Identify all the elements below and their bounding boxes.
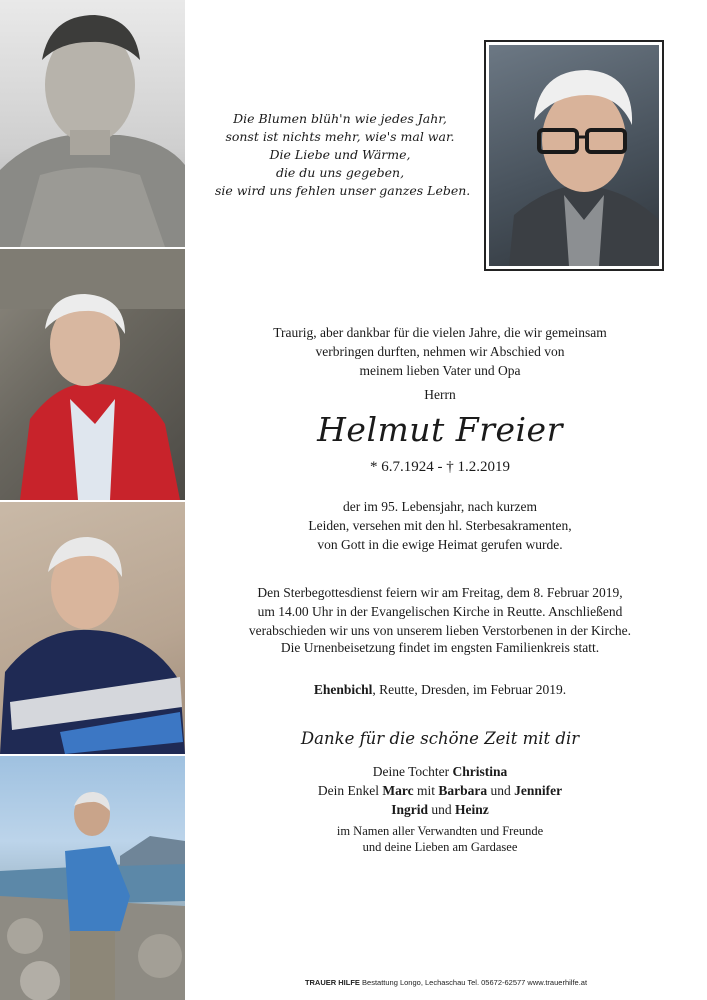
poem-line: Die Blumen blüh'n wie jedes Jahr,	[233, 111, 447, 126]
notice-line: der im 95. Lebensjahr, nach kurzem	[342, 499, 537, 514]
service-line: verabschieden wir uns von unserem lieben Verstorbenen in der Kirche.	[248, 623, 632, 638]
footer-contact: Bestattung Longo, Lechaschau Tel. 05672-62577 www.trauerhilfe.at	[359, 978, 588, 987]
poem-line: Die Liebe und Wärme,	[269, 147, 411, 162]
family-text: Dein Enkel	[317, 783, 383, 798]
portrait-frame	[484, 40, 664, 271]
family-line	[225, 781, 655, 800]
family-member-name: Barbara	[438, 783, 488, 798]
death-notice-text	[225, 497, 655, 554]
intro-text	[225, 323, 655, 380]
family-line	[225, 762, 655, 781]
notice-line: Leiden, versehen mit den hl. Sterbesakramenten,	[308, 518, 572, 533]
family-member-name: Heinz	[455, 802, 489, 817]
thanks-heading: Danke für die schöne Zeit mit dir	[300, 729, 580, 748]
poem-line: die du uns gegeben,	[275, 165, 405, 180]
intro-line: meinem lieben Vater und Opa	[359, 363, 521, 378]
photo-striped-sweater	[0, 502, 185, 754]
place-date	[225, 680, 655, 699]
photo-lakeside	[0, 756, 185, 1000]
family-text: Deine Tochter	[372, 764, 453, 779]
relatives-text	[225, 823, 655, 855]
poem	[215, 110, 471, 200]
family-text: und	[428, 802, 455, 817]
urn-burial-text: Die Urnenbeisetzung findet im engsten Familienkreis statt.	[280, 640, 600, 655]
intro-line: Traurig, aber dankbar für die vielen Jahre, die wir gemeinsam	[273, 325, 607, 340]
footer	[185, 978, 707, 988]
place-bold: Ehenbichl	[313, 682, 373, 697]
service-line: Den Sterbegottesdienst feiern wir am Freitag, dem 8. Februar 2019,	[257, 585, 623, 600]
footer-brand: TRAUER HILFE	[304, 978, 360, 987]
intro-line: verbringen durften, nehmen wir Abschied von	[315, 344, 565, 359]
relatives-line: und deine Lieben am Gardasee	[362, 840, 518, 854]
notice-line: von Gott in die ewige Heimat gerufen wurde.	[317, 537, 563, 552]
family-member-name: Marc	[382, 783, 414, 798]
portrait-photo	[489, 45, 659, 266]
poem-line: sie wird uns fehlen unser ganzes Leben.	[215, 183, 471, 198]
photo-red-jacket	[0, 249, 185, 500]
relatives-line: im Namen aller Verwandten und Freunde	[336, 824, 544, 838]
service-text	[225, 583, 655, 640]
poem-line: sonst ist nichts mehr, wie's mal war.	[225, 129, 455, 144]
family-member-name: Jennifer	[514, 783, 563, 798]
photo-young-man	[0, 0, 185, 247]
salutation: Herrn	[424, 387, 456, 402]
family-text: und	[487, 783, 515, 798]
service-line: um 14.00 Uhr in der Evangelischen Kirche in Reutte. Anschließend	[257, 604, 623, 619]
family-line	[225, 800, 655, 819]
family-member-name: Christina	[452, 764, 508, 779]
deceased-name: Helmut Freier	[317, 410, 563, 449]
family-text: mit	[413, 783, 439, 798]
family-member-name: Ingrid	[391, 802, 428, 817]
family-list	[225, 762, 655, 819]
place-rest: , Reutte, Dresden, im Februar 2019.	[372, 682, 567, 697]
life-dates: * 6.7.1924 - † 1.2.2019	[370, 459, 510, 475]
